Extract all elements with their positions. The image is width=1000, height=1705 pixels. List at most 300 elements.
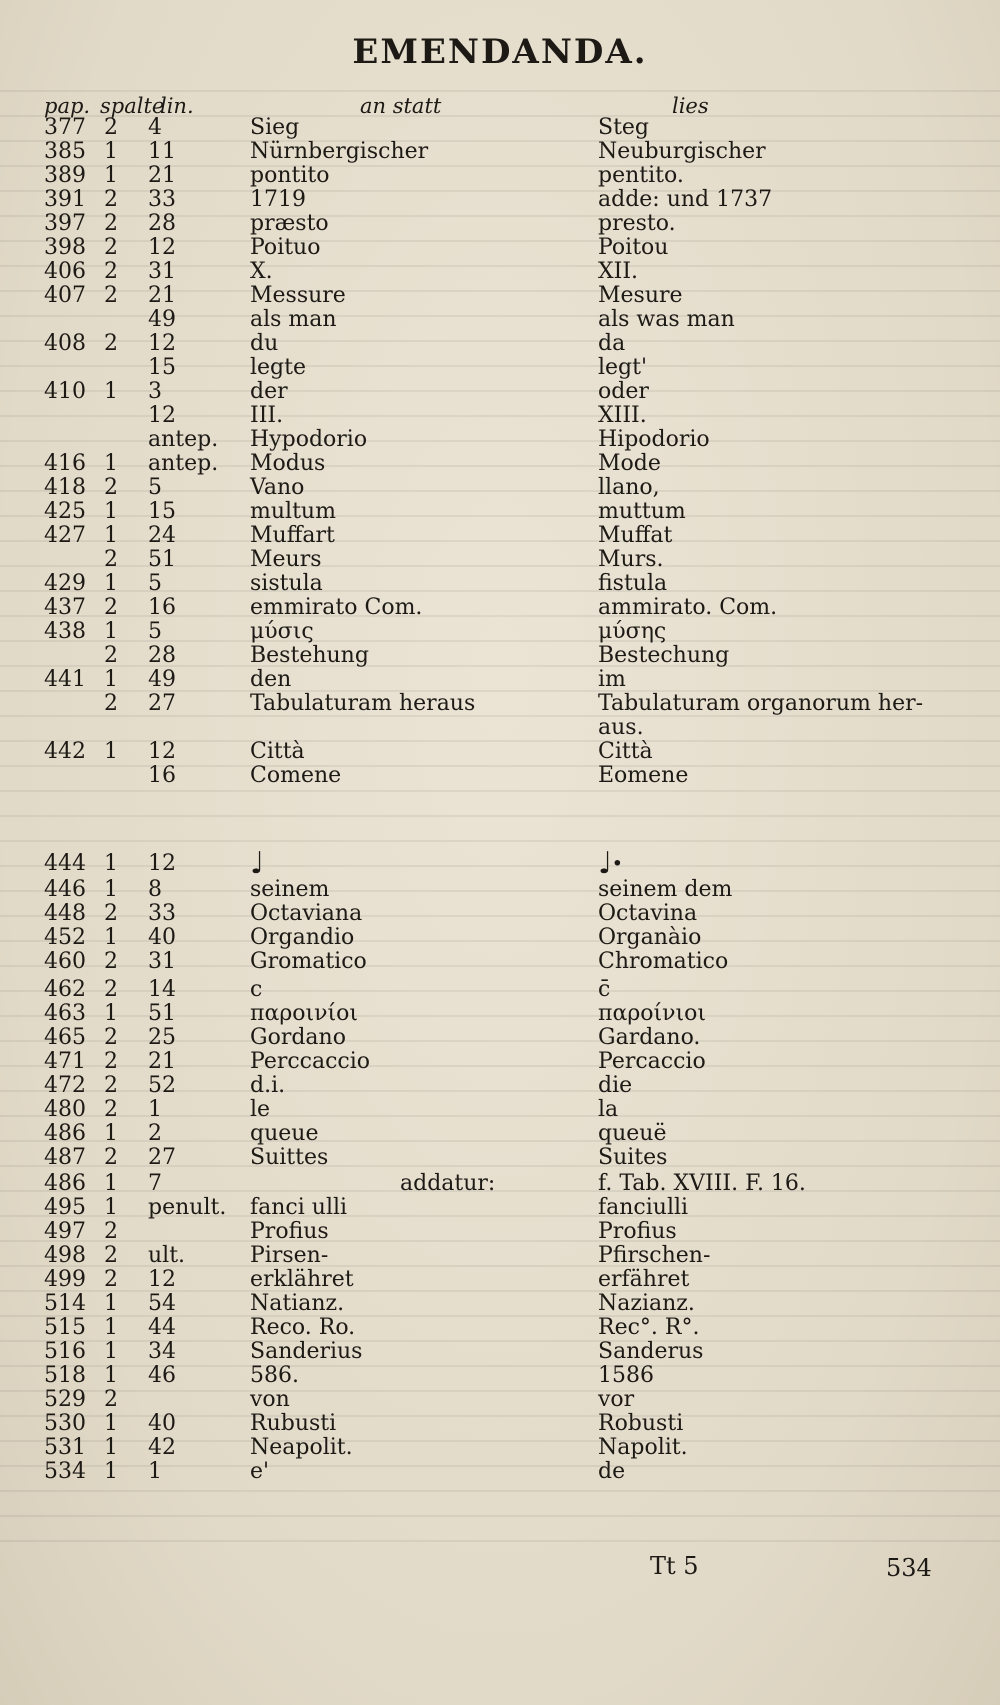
cell-an-statt: Gromatico bbox=[250, 949, 367, 974]
cell-lies: Murs. bbox=[598, 547, 664, 572]
cell-lies: llano, bbox=[598, 475, 660, 500]
table-row bbox=[0, 902, 1000, 926]
cell-an-statt: Nürnbergischer bbox=[250, 139, 429, 164]
cell-pap: 534 bbox=[44, 1459, 86, 1484]
cell-spalte: 2 bbox=[104, 1387, 118, 1412]
cell-pap: 437 bbox=[44, 595, 86, 620]
cell-lies: XII. bbox=[598, 259, 639, 284]
table-row bbox=[0, 1220, 1000, 1244]
cell-lin: antep. bbox=[148, 427, 219, 452]
table-row bbox=[0, 476, 1000, 500]
cell-spalte: 2 bbox=[104, 977, 118, 1002]
cell-pap: 472 bbox=[44, 1073, 86, 1098]
cell-lies: f. Tab. XVIII. F. 16. bbox=[598, 1171, 806, 1196]
cell-an-statt: Muffart bbox=[250, 523, 335, 548]
cell-spalte: 1 bbox=[104, 1291, 118, 1316]
cell-an-statt: Organdio bbox=[250, 925, 355, 950]
table-row bbox=[0, 428, 1000, 452]
cell-an-statt: Sieg bbox=[250, 115, 300, 140]
table-row bbox=[0, 188, 1000, 212]
cell-lin: 3 bbox=[148, 379, 162, 404]
cell-spalte: 2 bbox=[104, 331, 118, 356]
table-row bbox=[0, 692, 1000, 716]
cell-lin: 51 bbox=[148, 1001, 176, 1026]
cell-lies: Mode bbox=[598, 451, 661, 476]
cell-lies: presto. bbox=[598, 211, 676, 236]
cell-spalte: 2 bbox=[104, 259, 118, 284]
cell-pap: 442 bbox=[44, 739, 86, 764]
table-row bbox=[0, 1316, 1000, 1340]
cell-lin: 15 bbox=[148, 499, 176, 524]
cell-lin: 12 bbox=[148, 1267, 176, 1292]
cell-lin: 12 bbox=[148, 331, 176, 356]
cell-pap: 418 bbox=[44, 475, 86, 500]
header-spalte: spalte bbox=[100, 94, 165, 118]
header-pap: pap. bbox=[44, 94, 91, 118]
cell-lin: 40 bbox=[148, 925, 176, 950]
cell-an-statt: Perccaccio bbox=[250, 1049, 371, 1074]
cell-lin: 21 bbox=[148, 283, 176, 308]
table-row bbox=[0, 236, 1000, 260]
cell-pap: 452 bbox=[44, 925, 86, 950]
cell-an-statt: μύσις bbox=[250, 619, 314, 644]
cell-spalte: 2 bbox=[104, 1097, 118, 1122]
cell-lies: Città bbox=[598, 739, 653, 764]
cell-an-statt: Vano bbox=[250, 475, 305, 500]
cell-lies: seinem dem bbox=[598, 877, 733, 902]
table-row bbox=[0, 1050, 1000, 1074]
cell-lin: 49 bbox=[148, 307, 176, 332]
cell-lies: queuë bbox=[598, 1121, 667, 1146]
table-row bbox=[0, 140, 1000, 164]
cell-spalte: 1 bbox=[104, 1195, 118, 1220]
cell-lin: 12 bbox=[148, 403, 176, 428]
cell-lies: Eomene bbox=[598, 763, 689, 788]
cell-spalte: 1 bbox=[104, 1171, 118, 1196]
cell-pap: 515 bbox=[44, 1315, 86, 1340]
cell-an-statt: Pirsen- bbox=[250, 1243, 329, 1268]
cell-lies: fistula bbox=[598, 571, 668, 596]
cell-lin: 34 bbox=[148, 1339, 176, 1364]
cell-an-statt: erklähret bbox=[250, 1267, 354, 1292]
cell-spalte: 1 bbox=[104, 851, 118, 876]
cell-pap: 398 bbox=[44, 235, 86, 260]
cell-lin: 7 bbox=[148, 1171, 162, 1196]
cell-an-statt: Hypodorio bbox=[250, 427, 368, 452]
cell-spalte: 1 bbox=[104, 1435, 118, 1460]
cell-lies: oder bbox=[598, 379, 649, 404]
table-row bbox=[0, 572, 1000, 596]
cell-an-statt: emmirato Com. bbox=[250, 595, 423, 620]
cell-an-statt: addatur: bbox=[400, 1171, 496, 1196]
table-row bbox=[0, 548, 1000, 572]
cell-lies: Poitou bbox=[598, 235, 669, 260]
cell-an-statt: seinem bbox=[250, 877, 330, 902]
signature-mark: Tt 5 bbox=[650, 1552, 699, 1580]
cell-an-statt: ♩ bbox=[250, 846, 265, 881]
cell-an-statt: c bbox=[250, 977, 263, 1002]
cell-lies: c̄ bbox=[598, 977, 611, 1002]
cell-spalte: 2 bbox=[104, 1145, 118, 1170]
header-lies: lies bbox=[672, 94, 709, 118]
cell-lies: Neuburgischer bbox=[598, 139, 766, 164]
cell-spalte: 1 bbox=[104, 1363, 118, 1388]
cell-an-statt: παροινίοι bbox=[250, 1001, 358, 1026]
cell-lies: vor bbox=[598, 1387, 635, 1412]
cell-pap: 391 bbox=[44, 187, 86, 212]
cell-lies: die bbox=[598, 1073, 633, 1098]
cell-spalte: 1 bbox=[104, 1001, 118, 1026]
cell-pap: 486 bbox=[44, 1121, 86, 1146]
cell-lies: Profius bbox=[598, 1219, 677, 1244]
cell-an-statt: sistula bbox=[250, 571, 323, 596]
cell-an-statt: den bbox=[250, 667, 292, 692]
cell-lies: παροίνιοι bbox=[598, 1001, 706, 1026]
table-row bbox=[0, 1340, 1000, 1364]
cell-lies: Muffat bbox=[598, 523, 673, 548]
table-row bbox=[0, 332, 1000, 356]
cell-pap: 463 bbox=[44, 1001, 86, 1026]
cell-spalte: 2 bbox=[104, 235, 118, 260]
cell-pap: 416 bbox=[44, 451, 86, 476]
cell-lies: Napolit. bbox=[598, 1435, 688, 1460]
cell-pap: 518 bbox=[44, 1363, 86, 1388]
table-row bbox=[0, 846, 1000, 881]
cell-spalte: 1 bbox=[104, 1339, 118, 1364]
cell-an-statt: Rubusti bbox=[250, 1411, 337, 1436]
cell-pap: 465 bbox=[44, 1025, 86, 1050]
cell-spalte: 2 bbox=[104, 1243, 118, 1268]
cell-lies: de bbox=[598, 1459, 626, 1484]
cell-pap: 460 bbox=[44, 949, 86, 974]
table-row bbox=[0, 260, 1000, 284]
table-row bbox=[0, 1292, 1000, 1316]
page-title: EMENDANDA. bbox=[352, 32, 648, 72]
cell-spalte: 2 bbox=[104, 475, 118, 500]
cell-an-statt: Suittes bbox=[250, 1145, 329, 1170]
cell-an-statt: legte bbox=[250, 355, 306, 380]
cell-pap: 407 bbox=[44, 283, 86, 308]
cell-spalte: 1 bbox=[104, 877, 118, 902]
cell-lies: Chromatico bbox=[598, 949, 729, 974]
cell-pap: 427 bbox=[44, 523, 86, 548]
table-row bbox=[0, 926, 1000, 950]
cell-pap: 497 bbox=[44, 1219, 86, 1244]
table-row bbox=[0, 740, 1000, 764]
table-row bbox=[0, 1196, 1000, 1220]
table-row bbox=[0, 404, 1000, 428]
cell-an-statt: Comene bbox=[250, 763, 342, 788]
cell-spalte: 1 bbox=[104, 523, 118, 548]
cell-lies: μύσης bbox=[598, 619, 667, 644]
table-row bbox=[0, 1098, 1000, 1122]
cell-lin: 44 bbox=[148, 1315, 176, 1340]
table-row bbox=[0, 644, 1000, 668]
cell-an-statt: Meurs bbox=[250, 547, 322, 572]
cell-an-statt: fanci ulli bbox=[250, 1195, 348, 1220]
cell-spalte: 1 bbox=[104, 139, 118, 164]
cell-lies: 1586 bbox=[598, 1363, 654, 1388]
cell-an-statt: Messure bbox=[250, 283, 346, 308]
table-row bbox=[0, 116, 1000, 140]
cell-lies: Percaccio bbox=[598, 1049, 706, 1074]
cell-spalte: 1 bbox=[104, 739, 118, 764]
cell-pap: 446 bbox=[44, 877, 86, 902]
cell-an-statt: multum bbox=[250, 499, 336, 524]
cell-an-statt: queue bbox=[250, 1121, 319, 1146]
cell-lies: Suites bbox=[598, 1145, 668, 1170]
cell-lies: ammirato. Com. bbox=[598, 595, 778, 620]
cell-an-statt: præsto bbox=[250, 211, 329, 236]
cell-lin: 27 bbox=[148, 1145, 176, 1170]
cell-an-statt: der bbox=[250, 379, 288, 404]
cell-lies: Mesure bbox=[598, 283, 683, 308]
cell-lin: ult. bbox=[148, 1243, 186, 1268]
cell-lin: 28 bbox=[148, 211, 176, 236]
cell-an-statt: du bbox=[250, 331, 279, 356]
cell-lies: Steg bbox=[598, 115, 650, 140]
cell-lies: muttum bbox=[598, 499, 686, 524]
cell-pap: 499 bbox=[44, 1267, 86, 1292]
table-row bbox=[0, 1460, 1000, 1484]
cell-lin: 11 bbox=[148, 139, 176, 164]
cell-lin: 33 bbox=[148, 187, 176, 212]
table-row bbox=[0, 1122, 1000, 1146]
cell-lin: 31 bbox=[148, 949, 176, 974]
table-row bbox=[0, 356, 1000, 380]
cell-spalte: 2 bbox=[104, 1049, 118, 1074]
cell-lin: 5 bbox=[148, 475, 162, 500]
cell-spalte: 1 bbox=[104, 1411, 118, 1436]
cell-spalte: 2 bbox=[104, 211, 118, 236]
cell-spalte: 1 bbox=[104, 571, 118, 596]
cell-lies: Organàio bbox=[598, 925, 702, 950]
cell-spalte: 2 bbox=[104, 691, 118, 716]
cell-spalte: 2 bbox=[104, 901, 118, 926]
table-row bbox=[0, 308, 1000, 332]
cell-spalte: 1 bbox=[104, 667, 118, 692]
table-row bbox=[0, 878, 1000, 902]
table-row bbox=[0, 764, 1000, 788]
table-row bbox=[0, 284, 1000, 308]
cell-lies: da bbox=[598, 331, 626, 356]
cell-lin: 52 bbox=[148, 1073, 176, 1098]
cell-pap: 480 bbox=[44, 1097, 86, 1122]
table-row bbox=[0, 596, 1000, 620]
cell-lies: Rec°. R°. bbox=[598, 1315, 700, 1340]
cell-lin: 12 bbox=[148, 851, 176, 876]
cell-an-statt: 1719 bbox=[250, 187, 306, 212]
cell-lin: 16 bbox=[148, 763, 176, 788]
cell-pap: 486 bbox=[44, 1171, 86, 1196]
cell-pap: 408 bbox=[44, 331, 86, 356]
cell-lin: 27 bbox=[148, 691, 176, 716]
table-row bbox=[0, 1172, 1000, 1196]
cell-lies: erfähret bbox=[598, 1267, 690, 1292]
cell-spalte: 1 bbox=[104, 1315, 118, 1340]
cell-spalte: 2 bbox=[104, 1073, 118, 1098]
cell-an-statt: Tabulaturam heraus bbox=[250, 691, 476, 716]
cell-lin: 46 bbox=[148, 1363, 176, 1388]
cell-lin: 4 bbox=[148, 115, 162, 140]
cell-lin: 49 bbox=[148, 667, 176, 692]
table-row bbox=[0, 1388, 1000, 1412]
cell-lies: pentito. bbox=[598, 163, 684, 188]
table-row bbox=[0, 452, 1000, 476]
cell-an-statt: Natianz. bbox=[250, 1291, 345, 1316]
cell-lin: 2 bbox=[148, 1121, 162, 1146]
cell-lies: Octavina bbox=[598, 901, 698, 926]
cell-an-statt: III. bbox=[250, 403, 284, 428]
cell-lies: fanciulli bbox=[598, 1195, 689, 1220]
cell-spalte: 1 bbox=[104, 925, 118, 950]
cell-lin: 42 bbox=[148, 1435, 176, 1460]
cell-an-statt: X. bbox=[250, 259, 273, 284]
cell-lin: antep. bbox=[148, 451, 219, 476]
cell-lies: legt' bbox=[598, 355, 648, 380]
cell-pap: 406 bbox=[44, 259, 86, 284]
table-row bbox=[0, 1364, 1000, 1388]
cell-pap: 389 bbox=[44, 163, 86, 188]
cell-lin: penult. bbox=[148, 1195, 227, 1220]
cell-spalte: 1 bbox=[104, 499, 118, 524]
cell-lies: Robusti bbox=[598, 1411, 684, 1436]
cell-spalte: 1 bbox=[104, 163, 118, 188]
cell-pap: 495 bbox=[44, 1195, 86, 1220]
cell-pap: 514 bbox=[44, 1291, 86, 1316]
cell-pap: 410 bbox=[44, 379, 86, 404]
cell-spalte: 2 bbox=[104, 187, 118, 212]
cell-spalte: 2 bbox=[104, 595, 118, 620]
cell-an-statt: e' bbox=[250, 1459, 270, 1484]
cell-lies: Bestechung bbox=[598, 643, 730, 668]
cell-lin: 40 bbox=[148, 1411, 176, 1436]
cell-lin: 12 bbox=[148, 235, 176, 260]
cell-spalte: 2 bbox=[104, 283, 118, 308]
cell-an-statt: Octaviana bbox=[250, 901, 363, 926]
cell-an-statt: Reco. Ro. bbox=[250, 1315, 356, 1340]
cell-an-statt: Città bbox=[250, 739, 305, 764]
cell-spalte: 2 bbox=[104, 547, 118, 572]
cell-pap: 462 bbox=[44, 977, 86, 1002]
cell-lin: 1 bbox=[148, 1459, 162, 1484]
table-row bbox=[0, 620, 1000, 644]
cell-an-statt: Neapolit. bbox=[250, 1435, 353, 1460]
cell-spalte: 2 bbox=[104, 115, 118, 140]
cell-spalte: 1 bbox=[104, 619, 118, 644]
cell-lin: 5 bbox=[148, 571, 162, 596]
cell-lin: 1 bbox=[148, 1097, 162, 1122]
cell-lin: 33 bbox=[148, 901, 176, 926]
cell-lin: 25 bbox=[148, 1025, 176, 1050]
table-row bbox=[0, 1146, 1000, 1170]
cell-an-statt: als man bbox=[250, 307, 337, 332]
cell-an-statt: Modus bbox=[250, 451, 326, 476]
cell-an-statt: Bestehung bbox=[250, 643, 369, 668]
cell-pap: 444 bbox=[44, 851, 86, 876]
table-row bbox=[0, 1002, 1000, 1026]
table-row bbox=[0, 950, 1000, 974]
cell-lin: 21 bbox=[148, 1049, 176, 1074]
cell-lies: adde: und 1737 bbox=[598, 187, 773, 212]
cell-lies: Tabulaturam organorum her- bbox=[598, 691, 924, 716]
cell-spalte: 2 bbox=[104, 643, 118, 668]
cell-lies: ♩· bbox=[598, 846, 623, 881]
cell-pap: 471 bbox=[44, 1049, 86, 1074]
cell-lin: 16 bbox=[148, 595, 176, 620]
cell-lin: 28 bbox=[148, 643, 176, 668]
cell-lies: XIII. bbox=[598, 403, 647, 428]
table-row bbox=[0, 164, 1000, 188]
cell-an-statt: d.i. bbox=[250, 1073, 286, 1098]
cell-pap: 441 bbox=[44, 667, 86, 692]
header-an-statt: an statt bbox=[360, 94, 442, 118]
cell-pap: 531 bbox=[44, 1435, 86, 1460]
cell-lin: 14 bbox=[148, 977, 176, 1002]
cell-pap: 438 bbox=[44, 619, 86, 644]
table-row bbox=[0, 500, 1000, 524]
cell-an-statt: Sanderius bbox=[250, 1339, 363, 1364]
cell-spalte: 2 bbox=[104, 1267, 118, 1292]
cell-lin: 12 bbox=[148, 739, 176, 764]
cell-lies: Nazianz. bbox=[598, 1291, 695, 1316]
cell-lies: Pfirschen- bbox=[598, 1243, 711, 1268]
cell-pap: 377 bbox=[44, 115, 86, 140]
cell-lin: 5 bbox=[148, 619, 162, 644]
header-lin: lin. bbox=[160, 94, 194, 118]
cell-pap: 397 bbox=[44, 211, 86, 236]
cell-pap: 429 bbox=[44, 571, 86, 596]
table-row bbox=[0, 524, 1000, 548]
page-number: 534 bbox=[886, 1554, 932, 1582]
cell-spalte: 2 bbox=[104, 949, 118, 974]
cell-an-statt: Profius bbox=[250, 1219, 329, 1244]
cell-lin: 24 bbox=[148, 523, 176, 548]
table-row bbox=[0, 1412, 1000, 1436]
cell-an-statt: von bbox=[250, 1387, 290, 1412]
table-row bbox=[0, 978, 1000, 1002]
cell-pap: 529 bbox=[44, 1387, 86, 1412]
cell-lin: 54 bbox=[148, 1291, 176, 1316]
table-row bbox=[0, 1436, 1000, 1460]
table-row bbox=[0, 1268, 1000, 1292]
cell-an-statt: pontito bbox=[250, 163, 330, 188]
cell-pap: 498 bbox=[44, 1243, 86, 1268]
cell-lies: Gardano. bbox=[598, 1025, 701, 1050]
cell-lin: 51 bbox=[148, 547, 176, 572]
cell-an-statt: Poituo bbox=[250, 235, 321, 260]
cell-pap: 487 bbox=[44, 1145, 86, 1170]
table-row bbox=[0, 212, 1000, 236]
table-row bbox=[0, 380, 1000, 404]
table-row bbox=[0, 1026, 1000, 1050]
cell-lies: Sanderus bbox=[598, 1339, 704, 1364]
table-row bbox=[0, 668, 1000, 692]
cell-pap: 385 bbox=[44, 139, 86, 164]
cell-lin: 31 bbox=[148, 259, 176, 284]
cell-spalte: 1 bbox=[104, 1459, 118, 1484]
cell-spalte: 1 bbox=[104, 379, 118, 404]
cell-pap: 448 bbox=[44, 901, 86, 926]
cell-pap: 516 bbox=[44, 1339, 86, 1364]
table-row bbox=[0, 716, 1000, 740]
cell-spalte: 2 bbox=[104, 1219, 118, 1244]
cell-pap: 425 bbox=[44, 499, 86, 524]
cell-pap: 530 bbox=[44, 1411, 86, 1436]
cell-lies: aus. bbox=[598, 715, 644, 740]
cell-lin: 21 bbox=[148, 163, 176, 188]
table-row bbox=[0, 1244, 1000, 1268]
